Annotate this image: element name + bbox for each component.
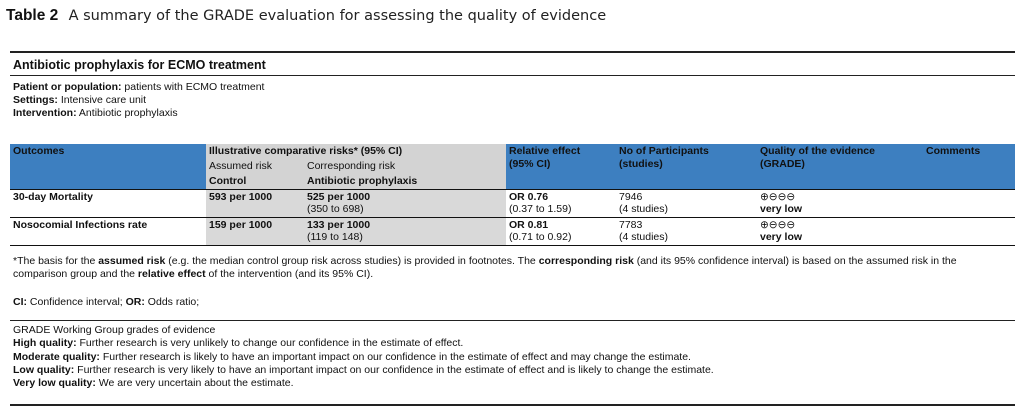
grade-verylow: Very low quality: We are very uncertain about the estimate. (13, 377, 294, 390)
section-rule (10, 75, 1015, 76)
grade-symbols: ⊕⊖⊖⊖ (760, 190, 796, 203)
header-assumed-risk: Assumed risk (206, 159, 304, 174)
participants-cell: 7946 (4 studies) (616, 189, 757, 217)
relative-cell: OR 0.76 (0.37 to 1.59) (506, 189, 616, 217)
grade-table (10, 144, 1015, 246)
relative-cell: OR 0.81 (0.71 to 0.92) (506, 217, 616, 245)
outcome-cell: 30-day Mortality (10, 189, 206, 217)
grade-low: Low quality: Further research is very likely to have an important impact on our confidence in the estimate of effect and is likely to change the estimate. (13, 363, 714, 376)
section-title: Antibiotic prophylaxis for ECMO treatment (13, 58, 266, 72)
quality-cell: ⊕⊖⊖⊖ very low (757, 189, 923, 217)
grade-symbols: ⊕⊖⊖⊖ (760, 218, 796, 231)
population-label: Patient or population: (13, 81, 122, 93)
header-outcomes: Outcomes (10, 144, 206, 159)
participants-cell: 7783 (4 studies) (616, 217, 757, 245)
intervention-label: Intervention: (13, 107, 77, 119)
corresponding-cell: 525 per 1000 (350 to 698) (304, 189, 506, 217)
header-relative: Relative effect (95% CI) (506, 144, 616, 189)
table-bottom-border (10, 245, 1015, 246)
table-label: Table 2 (6, 7, 59, 24)
header-control: Control (206, 174, 304, 190)
assumed-cell: 593 per 1000 (206, 189, 304, 217)
quality-cell: ⊕⊖⊖⊖ very low (757, 217, 923, 245)
top-rule (10, 51, 1015, 53)
comments-cell (923, 189, 1015, 217)
population-value: patients with ECMO treatment (121, 81, 265, 93)
table-caption (6, 7, 606, 25)
comments-cell (923, 217, 1015, 245)
header-quality: Quality of the evidence (GRADE) (757, 144, 923, 189)
corresponding-cell: 133 per 1000 (119 to 148) (304, 217, 506, 245)
header-comments: Comments (923, 144, 1015, 189)
header-antibiotic: Antibiotic prophylaxis (304, 174, 506, 190)
grade-high: High quality: Further research is very unlikely to change our confidence in the estimate of effect. (13, 337, 464, 350)
table-title: A summary of the GRADE evaluation for assessing the quality of evidence (68, 8, 607, 24)
grade-moderate: Moderate quality: Further research is likely to have an important impact on our confidence in the estimate of effect and may change the estimate. (13, 350, 691, 363)
header-risks: Illustrative comparative risks* (95% CI) (206, 144, 506, 159)
intervention-value: Antibiotic prophylaxis (76, 107, 178, 119)
settings-value: Intensive care unit (57, 94, 147, 106)
assumed-cell: 159 per 1000 (206, 217, 304, 245)
table-row (10, 217, 1015, 245)
grade-definitions (13, 324, 714, 390)
header-participants: No of Participants (studies) (616, 144, 757, 189)
settings-label: Settings: (13, 94, 58, 106)
header-corresponding-risk: Corresponding risk (304, 159, 506, 174)
outcome-cell: Nosocomial Infections rate (10, 217, 206, 245)
table-row (10, 189, 1015, 217)
grade-rule (10, 320, 1015, 321)
abbreviations: CI: Confidence interval; OR: Odds ratio; (13, 296, 200, 308)
population-block (13, 81, 264, 120)
bottom-rule (10, 404, 1015, 406)
header-row (10, 144, 1015, 159)
grade-heading: GRADE Working Group grades of evidence (13, 324, 216, 336)
footnote: *The basis for the assumed risk (e.g. the median control group risk across studies) is provided in footnotes. The corresponding risk (and its 95% confidence interval) is based on the assumed risk in the comparison group and the relative effect of the intervention (and its 95% CI). (13, 255, 957, 280)
